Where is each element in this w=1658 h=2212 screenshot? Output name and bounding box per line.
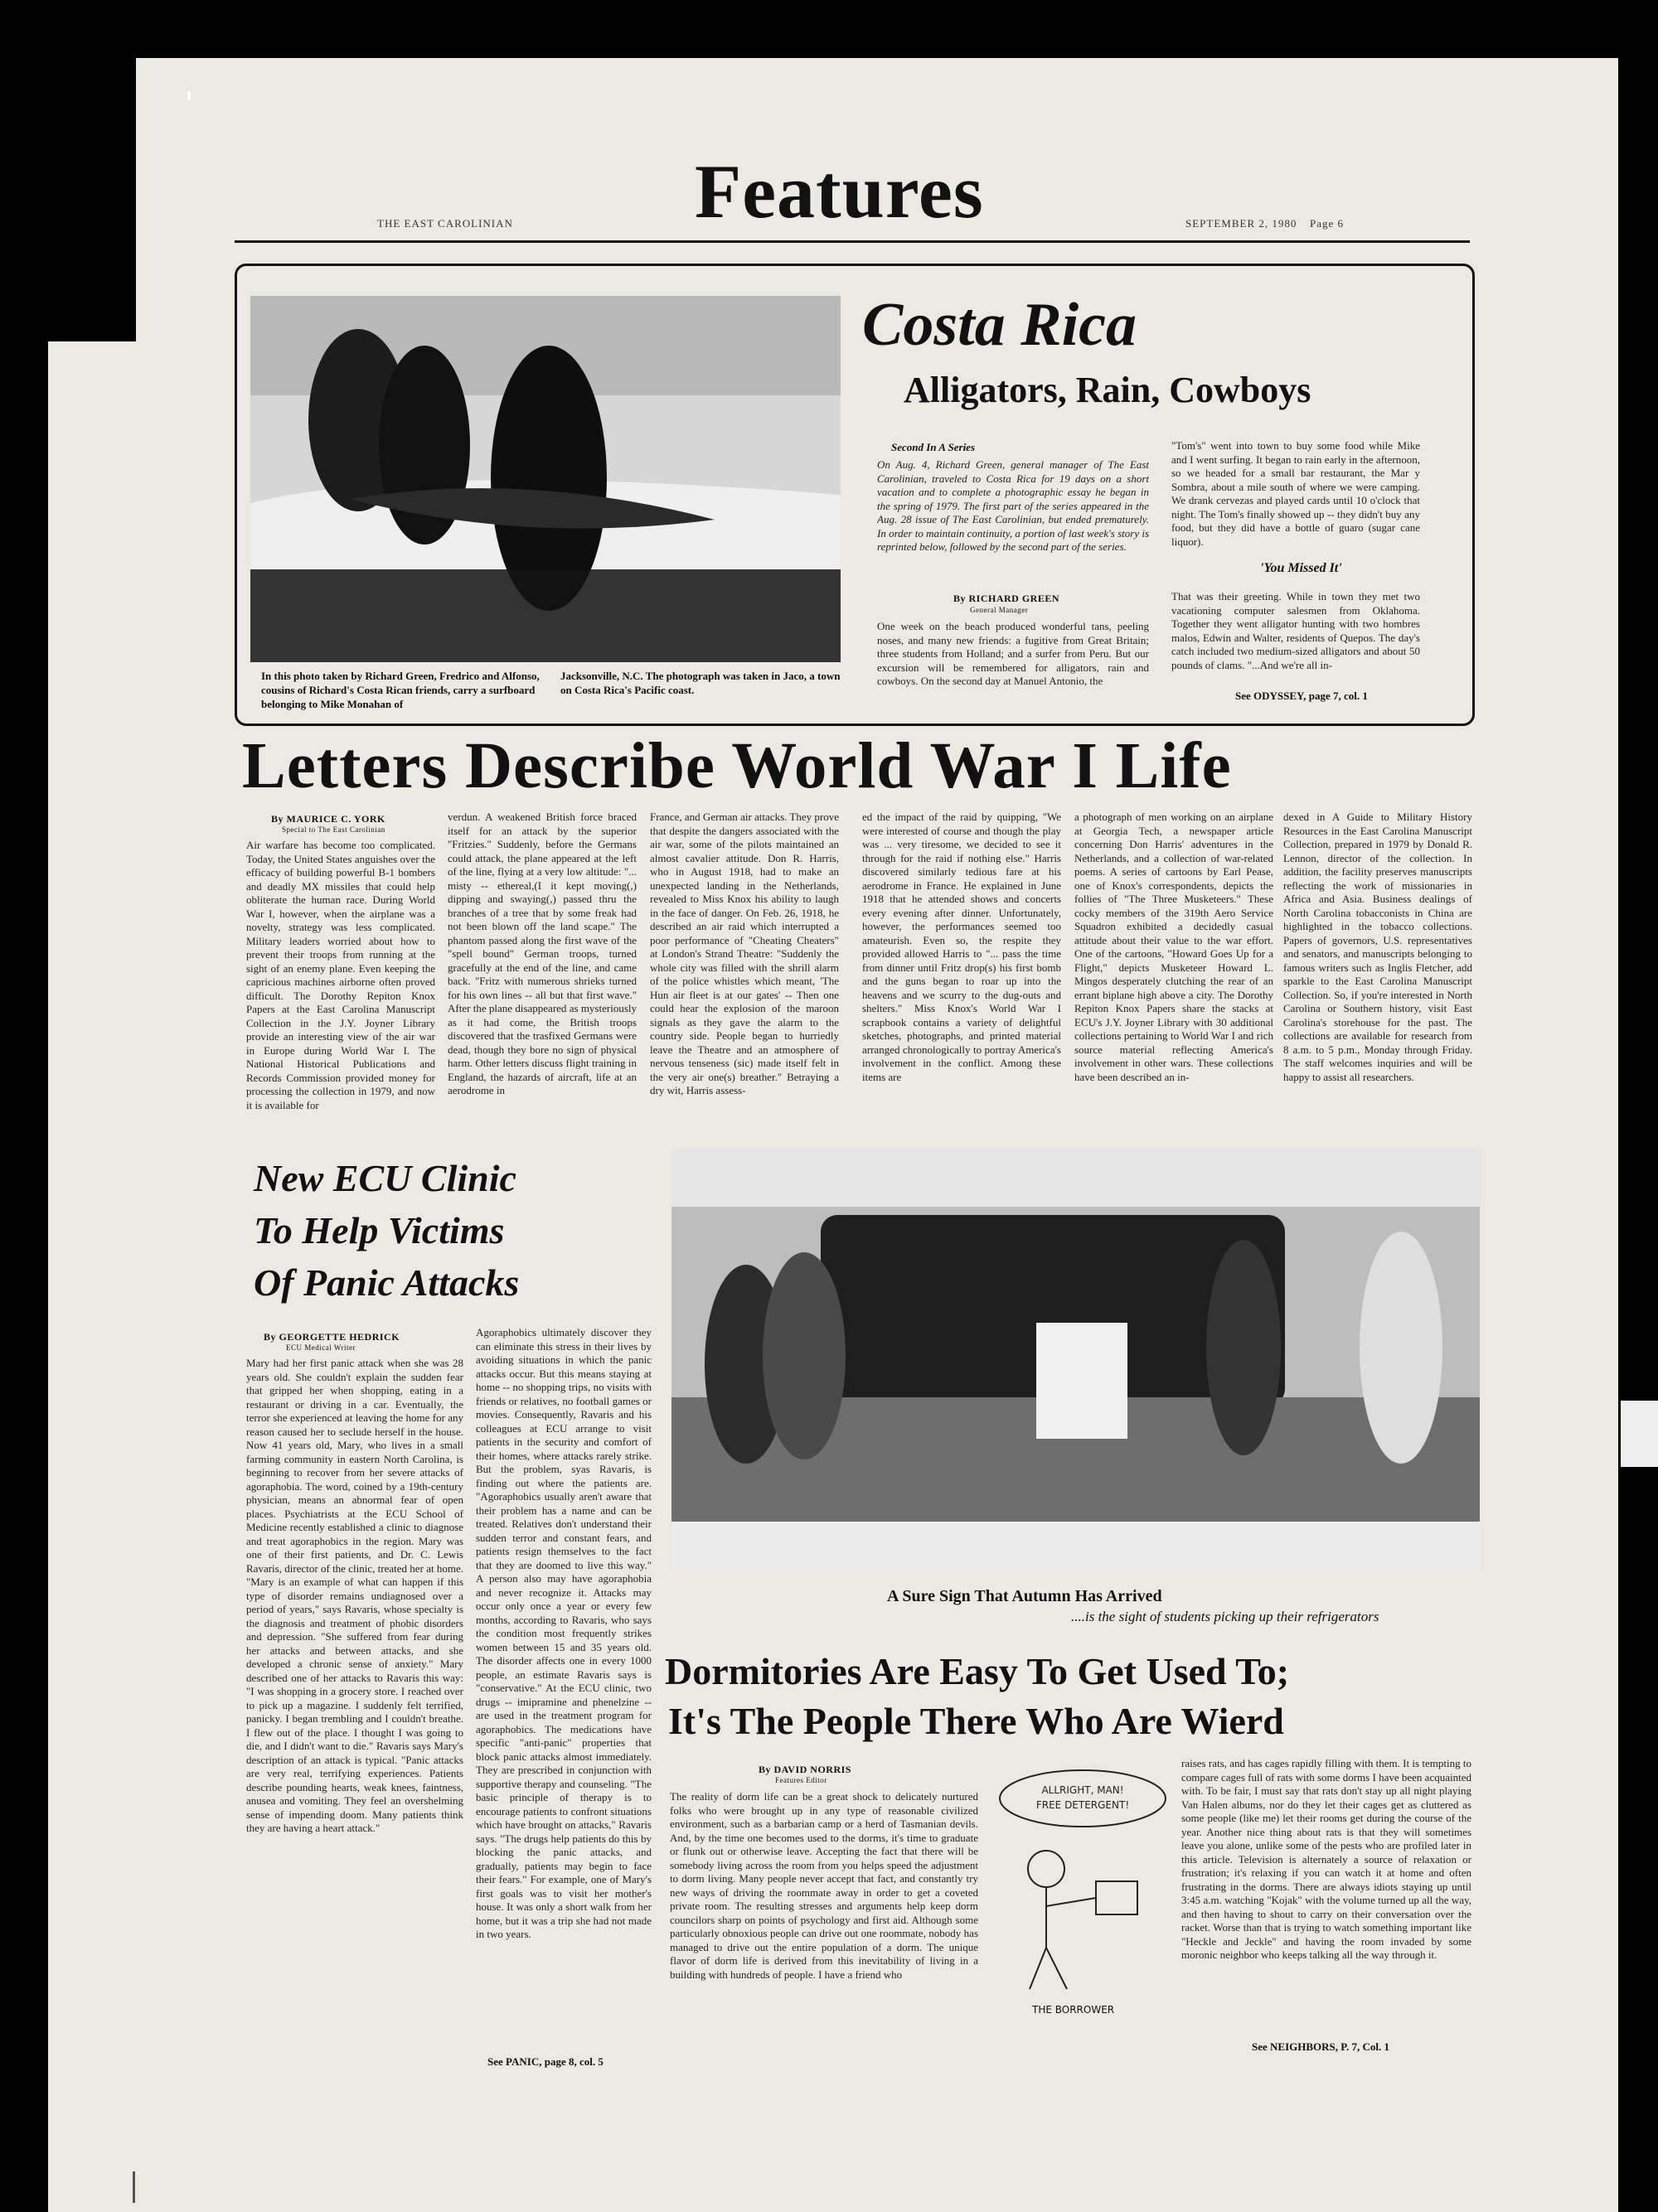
refrigerator-photo (671, 1149, 1480, 1571)
letters-headline: Letters Describe World War I Life (242, 730, 1232, 802)
borrower-cartoon (988, 1765, 1177, 2014)
masthead-rule (235, 240, 1470, 243)
adjacent-page-edge (1621, 1401, 1658, 1467)
clinic-byline-title: ECU Medical Writer (286, 1343, 356, 1352)
surfboard-photo-caption-right: Jacksonville, N.C. The photograph was taken in Jaco, a town on Costa Rica's Pacific coast. (560, 670, 841, 696)
clinic-byline: By GEORGETTE HEDRICK (264, 1331, 400, 1343)
letters-column-1: Air warfare has become too complicated. Today, the United States anguishes over the efficacy of building powerful B-1 bombers and deadly MX missiles that could help obliterate the human race. During World War I, however, when the airplane was a novelty, strategy was less complicated. Military leaders worried about how to prevent their troops from running at the sight of an enemy plane. Even keeping the capricious machines airborne often proved difficult. The Dorothy Repiton Knox Papers at the East Carolina Manuscript Collection in the J.Y. Joyner Library provide an interesting view of the air war in Europe during World War I. The National Historical Publications and Records Commission provided money for processing the collection in 1979, and now it is available for (246, 839, 435, 1111)
masthead-date: SEPTEMBER 2, 1980 (1185, 217, 1297, 230)
clinic-column-1: Mary had her first panic attack when she was 28 years old. She couldn't explain the sudden fear that gripped her when shopping, eating in a restaurant or driving in a car. Eventually, the terror she experienced at leaving the home for any reason caused her to seclude herself in the house. Now 41 years old, Mary, who lives in a small farming community in eastern North Carolina, is beginning to recover from her severe attacks of agoraphobia. The word, coined by a 19th-century physician, means an abnormal fear of open places. Psychiatrists at the ECU School of Medicine recently established a clinic to diagnose and treat agoraphobics in the region. Mary was one of their first patients, and Dr. C. Lewis Ravaris, director of the clinic, treated her at home. "Mary is an example of what can happen if this type of disorder remains undiagnosed over a period of years," says Ravaris, whose specialty is the diagnosis and treatment of phobic disorders and depression. "She suffered from fear during her attacks and between attacks, and she developed a chronic sense of anxiety." Mary described one of her attacks to Ravaris this way: "I was shopping in a grocery store. I reached over to pick up a magazine. I suddenly felt terrified, panicky. I began trembling and I couldn't breathe. I flew out of the place. I thought I was going to die, and I didn't want to die." Ravaris says Mary's description of an attack is typical. "Panic attacks are very real, terrifying experiences. Patients describe pounding hearts, weak knees, faintness, anusea and vomiting. They feel an overshelming sense of impending doom. Many patients think they are having a heart attack." (246, 1357, 463, 1834)
refrigerator-photo-subcaption: ....is the sight of students picking up their refrigerators (1071, 1609, 1379, 1624)
cartoon-speech-line-1: ALLRIGHT, MAN! (1041, 1784, 1124, 1796)
costa-rica-subhead: 'You Missed It' (1260, 561, 1342, 575)
refrigerator-photo-drawing (671, 1149, 1480, 1571)
dorm-continued: See NEIGHBORS, P. 7, Col. 1 (1252, 2040, 1390, 2053)
costa-rica-intro: On Aug. 4, Richard Green, general manager of The East Carolinian, traveled to Costa Rica for 19 days on a short vacation and to complete a photographic essay he began in the spring of 1979. The first part of the series appeared in the Aug. 28 issue of The East Carolinian, but ended prematurely. In order to maintain continuity, a portion of last week's story is reprinted below, followed by the second part of the series. (877, 458, 1149, 553)
clinic-headline-line-2: To Help Victims (254, 1209, 505, 1251)
dorm-column-1: The reality of dorm life can be a great shock to delicately nurtured folks who were brought up in any type of reasonable civilized environment, such as a barbarian camp or a herd of Tasmanian devils. And, by the time one becomes used to the dorms, it's time to graduate or flunk out or otherwise leave. Accepting the fact that there will be somebody living across the room from you helps speed the adjustment to dorm living. Many people never accept that fact, and constantly try new ways of driving the roommate away in order to get a coveted private room. The resulting stresses and arguments help keep dorm councilors sharp on points of psychology and first aid. Although some particularly obnoxious people can drive out one roommate, nobody has managed to drive out the entire population of a dorm. The unique flavor of dorm life is derived from this inevitability of living in a building with hundreds of people. I have a friend who (670, 1790, 978, 1981)
costa-rica-continued: See ODYSSEY, page 7, col. 1 (1235, 690, 1368, 702)
refrigerator-photo-caption: A Sure Sign That Autumn Has Arrived (887, 1587, 1162, 1605)
dorm-column-2: raises rats, and has cages rapidly filling with them. It is tempting to compare cages full of rats with some dorms I have been acquainted with. To be fair, I must say that rats don't stay up all night playing Van Halen albums, nor do they let their cages get as cluttered as some people (like me) let their rooms get during the course of the year. Another nice thing about rats is that they will sometimes leave you alone, unlike some of the pests who are profiled later in this article. Television is alternately a source of relaxation or frustration; it's relaxing if you can watch it at home and often frustrating in the dorms. There are always idiots staying up until 3:45 a.m. watching "Kojak" with the volume turned up all the way, and then having to shout to carry on their conversation over the racket. Worse than that is trying to watch something important like "Heckle and Jeckle" and having the room invaded by some moronic neighbor who keeps talking all the way through it. (1181, 1757, 1471, 1961)
dorm-byline: By DAVID NORRIS (759, 1764, 851, 1775)
clinic-continued: See PANIC, page 8, col. 5 (487, 2055, 604, 2068)
costa-rica-byline: By RICHARD GREEN (953, 593, 1060, 604)
cartoon-label: THE BORROWER (1032, 2004, 1115, 2016)
section-title: Features (695, 149, 984, 234)
letters-column-4: ed the impact of the raid by quipping, "We were interested of course and though the play was ... very tiresome, we decided to see it through for the raid if nothing else." Harris discovered similarly tedious fare at his aerodrome in France. He explained in June 1918 that he attended shows and concerts every evening after dinner. Unfortunately, however, the performances seemed too amateurish. Even so, the respite they provided allowed Harris to "... pass the time from dinner until Fritz drop(s) his first bomb and the guns began to roar up into the heavens and we scurry to the dug-outs and shelters." Miss Knox's World War I scrapbook contains a variety of delightful sketches, photographs, and printed material arranged chronologically to portray America's involvement in the conflict. Among these items are (862, 811, 1061, 1083)
letters-column-5: a photograph of men working on an airplane at Georgia Tech, a newspaper article concerning Don Harris' adventures in the Netherlands, and a collection of war-related poems. A series of cartoons by Earl Pease, one of Knox's correspondents, depicts the follies of "The Three Musketeers." These cocky members of the 319th Aero Service Squadron exhibited a decidedly casual attitude about their value to the war effort. One of the cartoons, "Howard Goes Up for a Flight," depicts Musketeer Howard L. Mingos desperately clutching the rear of an errant biplane high above a city. The Dorothy Repiton Knox Papers share the stacks at ECU's J.Y. Joyner Library with 30 additional collections pertaining to World War I and rich source material reflecting America's involvement in other wars. These collections have been described an in- (1074, 811, 1273, 1083)
surfboard-photo (250, 296, 841, 662)
letters-column-3: France, and German air attacks. They prove that despite the dangers associated with the air war, some of the pilots maintained an almost cavalier attitude. Don R. Harris, who in August 1918, had to make an unexpected landing in the Netherlands, revealed to Miss Knox his ability to laugh in the face of danger. On Feb. 26, 1918, he described an air raid which interrupted a poor performance of "Cheating Cheaters" at London's Strand Theatre: "Suddenly the whole city was filled with the shrill alarm of the police whistles which meant, 'The Hun air fleet is at our gates' -- Then one could hear the explosion of the maroon signals as they gave the alarm to the country side. People began to hurriedly leave the Theatre and an atmosphere of nervous tenseness (sic) made itself felt in the very air one(s) breather." Betraying a dry wit, Harris assess- (650, 811, 839, 1096)
surfboard-photo-drawing (250, 296, 841, 662)
costa-rica-byline-title: General Manager (970, 606, 1029, 614)
costa-rica-body-3: That was their greeting. While in town they met two vacationing computer salesmen from Oklahoma. Together they went alligator hunting with two hombres malos, Edwin and Walter, residents of Quepos. The day's catch included two medium-sized alligators and about 50 pounds of clams. "...And we're all in- (1171, 590, 1420, 671)
scan-mark (187, 91, 191, 99)
letters-byline-title: Special to The East Carolinian (282, 825, 385, 834)
letters-column-2: verdun. A weakened British force braced itself for an attack by the superior "Fritzies." Suddenly, before the Germans could attack, the plane appeared at the left of the line, flying at a very low altitude: "... misty -- ethereal,(I it kept moving(,) dipping and swaying(,) passed thru the branches of a tree that by some freak had not been blown off the land scape." The phantom passed along the first wave of the "spell bound" German troops, turned gracefully at the end of the line, and came back. "Fritz with numerous shrieks turned for his own lines -- all but that first wave." After the plane disappeared as mysteriously as it had come, the British troops discovered that the trasfixed Germans were dead, though they bore no sign of physical harm. Other letters discuss flight training in England, the hazards of aircraft, life at an aerodrome in (448, 811, 637, 1096)
dorm-headline-line-1: Dormitories Are Easy To Get Used To; (665, 1650, 1290, 1692)
costa-rica-body-2: "Tom's" went into town to buy some food while Mike and I went surfing. It began to rain early in the afternoon, so we headed for a small bar restaurant, the Mar y Sombra, about a mile south of where we were camping. We drank cervezas and played cards until 10 o'clock that night. The Tom's finally showed up -- they didn't buy any food, but they did have a bottle of guaro (sugar cane liquor). (1171, 439, 1420, 548)
dorm-headline-line-2: It's The People There Who Are Wierd (668, 1700, 1284, 1742)
clinic-headline-line-1: New ECU Clinic (254, 1157, 516, 1199)
costa-rica-body-1: One week on the beach produced wonderful tans, peeling noses, and many new friends: a fugitive from Great Britain; three students from Holland; and a surfer from Peru. But our excursion will be remembered for alligators, rain and cowboys. On the second day at Manuel Antonio, the (877, 620, 1149, 687)
clinic-headline-line-3: Of Panic Attacks (254, 1261, 520, 1304)
series-note: Second In A Series (891, 441, 976, 453)
scan-border-right (1618, 0, 1658, 2212)
surfboard-photo-caption-left: In this photo taken by Richard Green, Fredrico and Alfonso, cousins of Richard's Costa Rican friends, carry a surfboard belonging to Mike Monahan of (261, 670, 540, 710)
dorm-byline-title: Features Editor (775, 1776, 827, 1784)
cartoon-speech-line-2: FREE DETERGENT! (1035, 1799, 1130, 1811)
clinic-column-2: Agoraphobics ultimately discover they can eliminate this stress in their lives by avoiding situations in which the panic attacks occur. But this means staying at home -- no shopping trips, no visits with friends or relatives, no football games or movies. Consequently, Ravaris and his colleagues at ECU arrange to visit patients in the security and comfort of their homes, where attacks rarely strike. But the problem, syas Ravaris, is finding out where the patients are. "Agoraphobics usually aren't aware that their problem has a name and can be treated. Relatives don't understand their sudden terror and constant fears, and patients resign themselves to the fact that they are doomed to live this way." A person also may have agoraphobia and never recognize it. Attacks may occur only once a year or every few months, according to Ravaris, who says the condition most frequently strikes women between 15 and 35 years old. The disorder affects one in every 1000 people, an estimate Ravaris says is "conservative." At the ECU clinic, two drugs -- imipramine and phenelzine -- are used in the treatment program for agoraphobics. The medications have specific "anti-panic" properties that block panic attacks almost immediately. They are prescribed in conjunction with supportive therapy and counseling. "The basic principle of therapy is to encourage patients to confront situations which have brought on attacks," Ravaris says. "The drugs help patients do this by blocking the panic attacks, and gradually, patients may begin to face their fears." For example, one of Mary's first goals was to visit her mother's house. It was only a short walk from her home, but it was a trip she had not made in two years. (476, 1326, 652, 1940)
costa-rica-subheadline: Alligators, Rain, Cowboys (904, 370, 1311, 410)
letters-byline: By MAURICE C. YORK (271, 813, 385, 825)
borrower-cartoon-drawing (988, 1765, 1177, 2014)
masthead-page: Page 6 (1310, 217, 1345, 230)
arrow-mark-icon (133, 2171, 135, 2203)
costa-rica-headline: Costa Rica (862, 291, 1137, 359)
letters-column-6: dexed in A Guide to Military History Resources in the East Carolina Manuscript Collection, prepared in 1979 by Donald R. Lennon, director of the collection. In addition, the facility preserves manuscripts reflecting the work of missionaries in Africa and Asia. Business dealings of North Carolina tobacconists in China are highlighted in the tobacco collections. Papers of governors, U.S. representatives and senators, and manuscripts belonging to famous writers such as Inglis Fletcher, add sparkle to the East Carolina Manuscript Collection. So, if you're interested in North Carolina or Southern history, visit East Carolina's storehouse for the past. The collections are available for research from 8 a.m. to 5 p.m., Monday through Friday. The staff welcomes inquiries and will be happy to assist all researchers. (1283, 811, 1472, 1083)
masthead-paper-name: THE EAST CAROLINIAN (377, 217, 513, 230)
